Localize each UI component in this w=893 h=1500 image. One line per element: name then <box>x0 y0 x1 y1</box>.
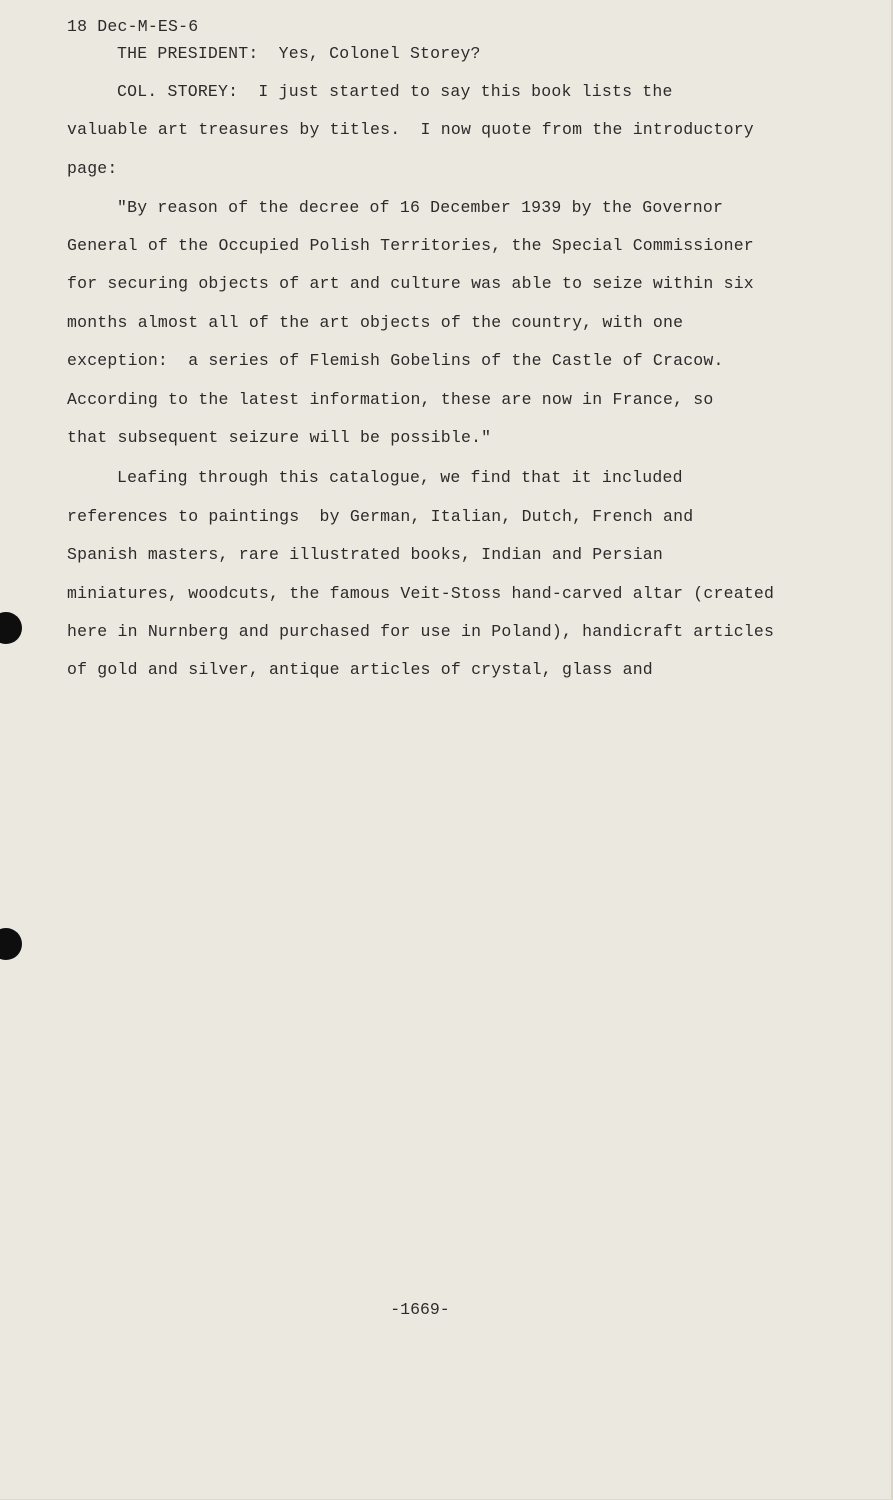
text-line-3: valuable art treasures by titles. I now quote from the introductory <box>67 120 754 139</box>
text-line-6: General of the Occupied Polish Territories, the Special Commissioner <box>67 236 754 255</box>
text-line-11: that subsequent seizure will be possible." <box>67 428 492 447</box>
text-line-2: COL. STOREY: I just started to say this book lists the <box>117 82 673 101</box>
text-line-14: Spanish masters, rare illustrated books, Indian and Persian <box>67 545 663 564</box>
text-line-1: THE PRESIDENT: Yes, Colonel Storey? <box>117 44 481 63</box>
text-line-7: for securing objects of art and culture was able to seize within six <box>67 274 754 293</box>
page-number: -1669- <box>390 1300 450 1319</box>
text-line-9: exception: a series of Flemish Gobelins of the Castle of Cracow. <box>67 351 724 370</box>
header-reference: 18 Dec-M-ES-6 <box>67 17 199 36</box>
text-line-15: miniatures, woodcuts, the famous Veit-Stoss hand-carved altar (created <box>67 584 775 603</box>
text-line-12: Leafing through this catalogue, we find that it included <box>117 468 683 487</box>
text-line-5: "By reason of the decree of 16 December 1939 by the Governor <box>117 198 724 217</box>
text-line-13: references to paintings by German, Italian, Dutch, French and <box>67 507 694 526</box>
text-line-4: page: <box>67 159 118 178</box>
text-line-17: of gold and silver, antique articles of crystal, glass and <box>67 660 653 679</box>
text-line-8: months almost all of the art objects of the country, with one <box>67 313 684 332</box>
text-line-10: According to the latest information, these are now in France, so <box>67 390 714 409</box>
text-line-16: here in Nurnberg and purchased for use in Poland), handicraft articles <box>67 622 775 641</box>
